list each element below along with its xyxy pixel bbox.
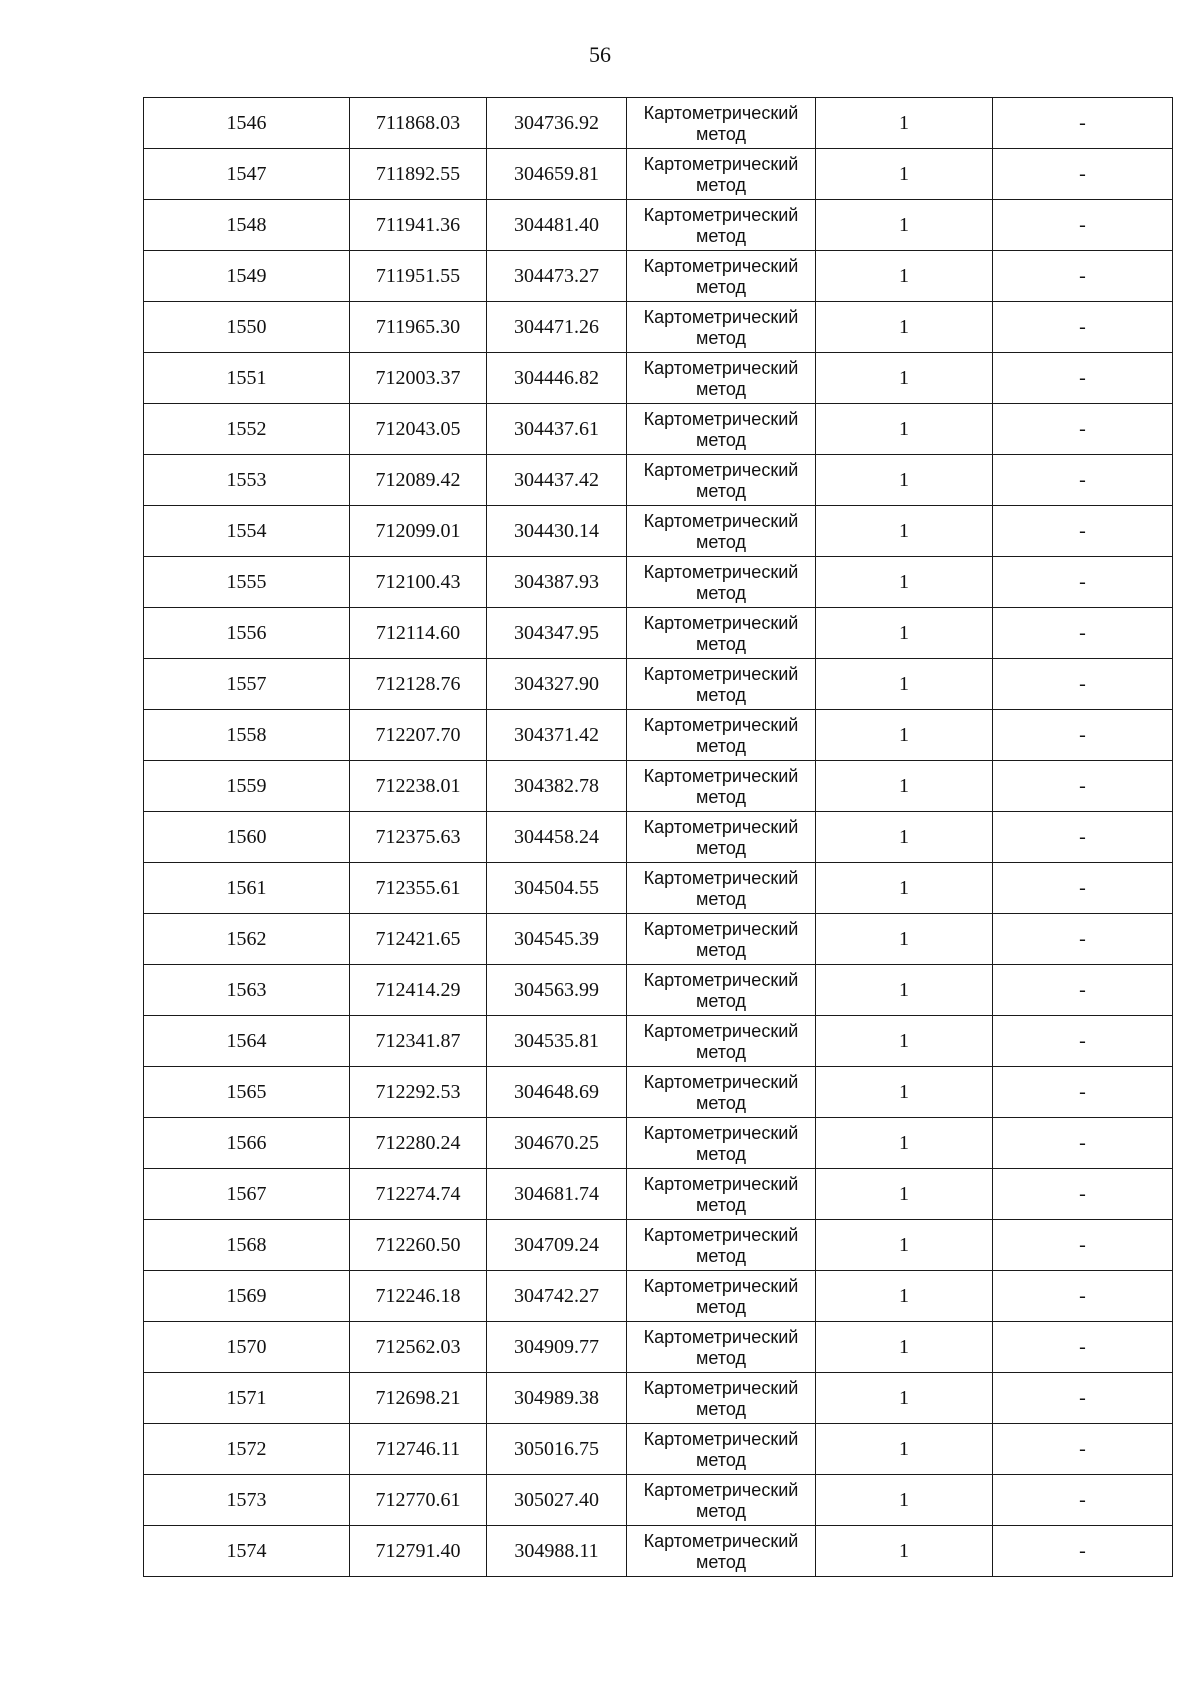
table-row: [144, 557, 1173, 608]
x-coordinate-cell: 712207.70: [350, 710, 487, 761]
point-number-cell: 1551: [144, 353, 350, 404]
accuracy-cell: 1: [816, 1526, 993, 1577]
y-coordinate-cell: 304327.90: [487, 659, 627, 710]
y-coordinate-cell: 304909.77: [487, 1322, 627, 1373]
y-coordinate-cell: 304471.26: [487, 302, 627, 353]
method-label-line-2: метод: [696, 736, 746, 756]
point-number-cell: 1564: [144, 1016, 350, 1067]
method-label-line-1: Картометрический: [643, 562, 799, 582]
method-label-line-1: Картометрический: [643, 1327, 799, 1347]
method-cell: [627, 863, 816, 914]
method-label-line-2: метод: [696, 1552, 746, 1572]
y-coordinate-cell: 304437.61: [487, 404, 627, 455]
accuracy-cell: 1: [816, 761, 993, 812]
method-label-line-2: метод: [696, 532, 746, 552]
method-label-line-2: метод: [696, 277, 746, 297]
point-number-cell: 1548: [144, 200, 350, 251]
x-coordinate-cell: 712246.18: [350, 1271, 487, 1322]
x-coordinate-cell: 712260.50: [350, 1220, 487, 1271]
table-row: [144, 506, 1173, 557]
y-coordinate-cell: 304430.14: [487, 506, 627, 557]
table-row: [144, 1067, 1173, 1118]
note-cell: -: [993, 863, 1173, 914]
method-label-line-1: Картометрический: [643, 970, 799, 990]
x-coordinate-cell: 712003.37: [350, 353, 487, 404]
accuracy-cell: 1: [816, 863, 993, 914]
accuracy-cell: 1: [816, 200, 993, 251]
y-coordinate-cell: 304545.39: [487, 914, 627, 965]
note-cell: -: [993, 710, 1173, 761]
table-row: [144, 863, 1173, 914]
point-number-cell: 1546: [144, 98, 350, 149]
table-row: [144, 302, 1173, 353]
note-cell: -: [993, 98, 1173, 149]
method-label-line-2: метод: [696, 1093, 746, 1113]
x-coordinate-cell: 711965.30: [350, 302, 487, 353]
method-cell: [627, 1220, 816, 1271]
note-cell: -: [993, 1475, 1173, 1526]
accuracy-cell: 1: [816, 149, 993, 200]
method-label-line-2: метод: [696, 328, 746, 348]
method-label-line-1: Картометрический: [643, 766, 799, 786]
method-label-line-2: метод: [696, 583, 746, 603]
method-label-line-1: Картометрический: [643, 868, 799, 888]
point-number-cell: 1553: [144, 455, 350, 506]
note-cell: -: [993, 1271, 1173, 1322]
method-cell: [627, 1526, 816, 1577]
method-label-line-1: Картометрический: [643, 715, 799, 735]
method-label-line-2: метод: [696, 787, 746, 807]
x-coordinate-cell: 712128.76: [350, 659, 487, 710]
table-row: [144, 1271, 1173, 1322]
table-row: [144, 353, 1173, 404]
method-label-line-2: метод: [696, 685, 746, 705]
accuracy-cell: 1: [816, 608, 993, 659]
point-number-cell: 1547: [144, 149, 350, 200]
y-coordinate-cell: 304742.27: [487, 1271, 627, 1322]
method-label-line-2: метод: [696, 175, 746, 195]
accuracy-cell: 1: [816, 965, 993, 1016]
x-coordinate-cell: 712114.60: [350, 608, 487, 659]
method-label-line-1: Картометрический: [643, 1072, 799, 1092]
table-row: [144, 251, 1173, 302]
method-cell: [627, 761, 816, 812]
method-cell: [627, 1169, 816, 1220]
method-cell: [627, 557, 816, 608]
method-label-line-2: метод: [696, 838, 746, 858]
method-label-line-1: Картометрический: [643, 817, 799, 837]
method-label-line-1: Картометрический: [643, 511, 799, 531]
accuracy-cell: 1: [816, 1373, 993, 1424]
x-coordinate-cell: 712562.03: [350, 1322, 487, 1373]
y-coordinate-cell: 304382.78: [487, 761, 627, 812]
method-label-line-1: Картометрический: [643, 409, 799, 429]
y-coordinate-cell: 305016.75: [487, 1424, 627, 1475]
accuracy-cell: 1: [816, 506, 993, 557]
point-number-cell: 1573: [144, 1475, 350, 1526]
table-row: [144, 1118, 1173, 1169]
method-cell: [627, 1016, 816, 1067]
point-number-cell: 1572: [144, 1424, 350, 1475]
note-cell: -: [993, 149, 1173, 200]
method-label-line-1: Картометрический: [643, 613, 799, 633]
table-row: [144, 455, 1173, 506]
x-coordinate-cell: 712100.43: [350, 557, 487, 608]
y-coordinate-cell: 304659.81: [487, 149, 627, 200]
point-number-cell: 1552: [144, 404, 350, 455]
y-coordinate-cell: 305027.40: [487, 1475, 627, 1526]
method-label-line-1: Картометрический: [643, 307, 799, 327]
method-label-line-2: метод: [696, 1246, 746, 1266]
note-cell: -: [993, 965, 1173, 1016]
note-cell: -: [993, 1118, 1173, 1169]
point-number-cell: 1568: [144, 1220, 350, 1271]
note-cell: -: [993, 1322, 1173, 1373]
accuracy-cell: 1: [816, 455, 993, 506]
table-row: [144, 914, 1173, 965]
method-label-line-2: метод: [696, 634, 746, 654]
note-cell: -: [993, 914, 1173, 965]
method-label-line-1: Картометрический: [643, 1480, 799, 1500]
y-coordinate-cell: 304989.38: [487, 1373, 627, 1424]
y-coordinate-cell: 304709.24: [487, 1220, 627, 1271]
method-cell: [627, 965, 816, 1016]
y-coordinate-cell: 304347.95: [487, 608, 627, 659]
accuracy-cell: 1: [816, 659, 993, 710]
y-coordinate-cell: 304988.11: [487, 1526, 627, 1577]
note-cell: -: [993, 1016, 1173, 1067]
x-coordinate-cell: 712791.40: [350, 1526, 487, 1577]
method-cell: [627, 914, 816, 965]
table-row: [144, 1475, 1173, 1526]
method-label-line-1: Картометрический: [643, 664, 799, 684]
note-cell: -: [993, 200, 1173, 251]
x-coordinate-cell: 712274.74: [350, 1169, 487, 1220]
method-label-line-2: метод: [696, 940, 746, 960]
accuracy-cell: 1: [816, 557, 993, 608]
method-label-line-1: Картометрический: [643, 1429, 799, 1449]
note-cell: -: [993, 761, 1173, 812]
x-coordinate-cell: 712770.61: [350, 1475, 487, 1526]
method-label-line-2: метод: [696, 1042, 746, 1062]
method-cell: [627, 1475, 816, 1526]
point-number-cell: 1558: [144, 710, 350, 761]
accuracy-cell: 1: [816, 98, 993, 149]
accuracy-cell: 1: [816, 1322, 993, 1373]
method-cell: [627, 608, 816, 659]
note-cell: -: [993, 659, 1173, 710]
point-number-cell: 1555: [144, 557, 350, 608]
note-cell: -: [993, 455, 1173, 506]
accuracy-cell: 1: [816, 1067, 993, 1118]
method-cell: [627, 659, 816, 710]
y-coordinate-cell: 304504.55: [487, 863, 627, 914]
point-number-cell: 1556: [144, 608, 350, 659]
method-label-line-1: Картометрический: [643, 1174, 799, 1194]
accuracy-cell: 1: [816, 914, 993, 965]
point-number-cell: 1563: [144, 965, 350, 1016]
method-label-line-1: Картометрический: [643, 256, 799, 276]
x-coordinate-cell: 711951.55: [350, 251, 487, 302]
x-coordinate-cell: 712043.05: [350, 404, 487, 455]
y-coordinate-cell: 304387.93: [487, 557, 627, 608]
note-cell: -: [993, 1067, 1173, 1118]
method-label-line-1: Картометрический: [643, 103, 799, 123]
accuracy-cell: 1: [816, 251, 993, 302]
y-coordinate-cell: 304458.24: [487, 812, 627, 863]
note-cell: -: [993, 251, 1173, 302]
method-label-line-2: метод: [696, 889, 746, 909]
x-coordinate-cell: 712238.01: [350, 761, 487, 812]
y-coordinate-cell: 304681.74: [487, 1169, 627, 1220]
x-coordinate-cell: 712089.42: [350, 455, 487, 506]
x-coordinate-cell: 712414.29: [350, 965, 487, 1016]
y-coordinate-cell: 304371.42: [487, 710, 627, 761]
point-number-cell: 1554: [144, 506, 350, 557]
note-cell: -: [993, 302, 1173, 353]
accuracy-cell: 1: [816, 1118, 993, 1169]
method-cell: [627, 1322, 816, 1373]
table-row: [144, 1169, 1173, 1220]
y-coordinate-cell: 304437.42: [487, 455, 627, 506]
point-number-cell: 1561: [144, 863, 350, 914]
method-cell: [627, 1424, 816, 1475]
method-cell: [627, 149, 816, 200]
method-cell: [627, 710, 816, 761]
method-label-line-2: метод: [696, 1348, 746, 1368]
point-number-cell: 1562: [144, 914, 350, 965]
table-row: [144, 761, 1173, 812]
method-cell: [627, 98, 816, 149]
note-cell: -: [993, 557, 1173, 608]
method-label-line-2: метод: [696, 124, 746, 144]
point-number-cell: 1569: [144, 1271, 350, 1322]
page-number: 56: [589, 42, 611, 67]
method-label-line-2: метод: [696, 430, 746, 450]
table-row: [144, 1220, 1173, 1271]
method-cell: [627, 455, 816, 506]
method-cell: [627, 506, 816, 557]
y-coordinate-cell: 304648.69: [487, 1067, 627, 1118]
table-row: [144, 812, 1173, 863]
point-number-cell: 1566: [144, 1118, 350, 1169]
method-label-line-1: Картометрический: [643, 358, 799, 378]
table-row: [144, 1424, 1173, 1475]
method-cell: [627, 251, 816, 302]
note-cell: -: [993, 1424, 1173, 1475]
note-cell: -: [993, 506, 1173, 557]
note-cell: -: [993, 608, 1173, 659]
x-coordinate-cell: 712292.53: [350, 1067, 487, 1118]
method-label-line-1: Картометрический: [643, 1378, 799, 1398]
method-label-line-1: Картометрический: [643, 1123, 799, 1143]
point-number-cell: 1570: [144, 1322, 350, 1373]
accuracy-cell: 1: [816, 1475, 993, 1526]
note-cell: -: [993, 1169, 1173, 1220]
x-coordinate-cell: 712746.11: [350, 1424, 487, 1475]
method-cell: [627, 302, 816, 353]
method-cell: [627, 1373, 816, 1424]
table-row: [144, 965, 1173, 1016]
point-number-cell: 1550: [144, 302, 350, 353]
x-coordinate-cell: 712280.24: [350, 1118, 487, 1169]
method-label-line-1: Картометрический: [643, 1021, 799, 1041]
table-row: [144, 1322, 1173, 1373]
table-row: [144, 404, 1173, 455]
accuracy-cell: 1: [816, 1271, 993, 1322]
table-row: [144, 1373, 1173, 1424]
point-number-cell: 1571: [144, 1373, 350, 1424]
note-cell: -: [993, 1373, 1173, 1424]
method-cell: [627, 1118, 816, 1169]
method-label-line-1: Картометрический: [643, 205, 799, 225]
method-cell: [627, 353, 816, 404]
table-row: [144, 1016, 1173, 1067]
x-coordinate-cell: 712375.63: [350, 812, 487, 863]
x-coordinate-cell: 711892.55: [350, 149, 487, 200]
y-coordinate-cell: 304481.40: [487, 200, 627, 251]
method-label-line-2: метод: [696, 1399, 746, 1419]
accuracy-cell: 1: [816, 1169, 993, 1220]
accuracy-cell: 1: [816, 812, 993, 863]
accuracy-cell: 1: [816, 710, 993, 761]
method-label-line-2: метод: [696, 1144, 746, 1164]
method-label-line-2: метод: [696, 226, 746, 246]
x-coordinate-cell: 712341.87: [350, 1016, 487, 1067]
point-number-cell: 1565: [144, 1067, 350, 1118]
method-label-line-1: Картометрический: [643, 1225, 799, 1245]
table-row: [144, 608, 1173, 659]
coordinates-table: [143, 97, 1173, 1577]
method-cell: [627, 812, 816, 863]
note-cell: -: [993, 1526, 1173, 1577]
point-number-cell: 1549: [144, 251, 350, 302]
y-coordinate-cell: 304473.27: [487, 251, 627, 302]
y-coordinate-cell: 304563.99: [487, 965, 627, 1016]
table-row: [144, 98, 1173, 149]
point-number-cell: 1559: [144, 761, 350, 812]
point-number-cell: 1557: [144, 659, 350, 710]
accuracy-cell: 1: [816, 353, 993, 404]
x-coordinate-cell: 712099.01: [350, 506, 487, 557]
method-label-line-1: Картометрический: [643, 460, 799, 480]
y-coordinate-cell: 304535.81: [487, 1016, 627, 1067]
method-label-line-1: Картометрический: [643, 919, 799, 939]
y-coordinate-cell: 304736.92: [487, 98, 627, 149]
coordinates-table-body: [144, 98, 1173, 1577]
note-cell: -: [993, 353, 1173, 404]
method-cell: [627, 200, 816, 251]
method-cell: [627, 1067, 816, 1118]
y-coordinate-cell: 304670.25: [487, 1118, 627, 1169]
x-coordinate-cell: 711868.03: [350, 98, 487, 149]
x-coordinate-cell: 712421.65: [350, 914, 487, 965]
method-label-line-2: метод: [696, 991, 746, 1011]
accuracy-cell: 1: [816, 1016, 993, 1067]
note-cell: -: [993, 812, 1173, 863]
method-label-line-1: Картометрический: [643, 1531, 799, 1551]
method-cell: [627, 404, 816, 455]
accuracy-cell: 1: [816, 302, 993, 353]
point-number-cell: 1574: [144, 1526, 350, 1577]
method-label-line-2: метод: [696, 1450, 746, 1470]
method-cell: [627, 1271, 816, 1322]
accuracy-cell: 1: [816, 404, 993, 455]
method-label-line-2: метод: [696, 379, 746, 399]
method-label-line-2: метод: [696, 1195, 746, 1215]
x-coordinate-cell: 712355.61: [350, 863, 487, 914]
table-row: [144, 710, 1173, 761]
x-coordinate-cell: 712698.21: [350, 1373, 487, 1424]
note-cell: -: [993, 1220, 1173, 1271]
method-label-line-2: метод: [696, 1501, 746, 1521]
method-label-line-1: Картометрический: [643, 1276, 799, 1296]
y-coordinate-cell: 304446.82: [487, 353, 627, 404]
method-label-line-1: Картометрический: [643, 154, 799, 174]
accuracy-cell: 1: [816, 1220, 993, 1271]
accuracy-cell: 1: [816, 1424, 993, 1475]
method-label-line-2: метод: [696, 481, 746, 501]
table-row: [144, 200, 1173, 251]
note-cell: -: [993, 404, 1173, 455]
point-number-cell: 1560: [144, 812, 350, 863]
table-row: [144, 1526, 1173, 1577]
point-number-cell: 1567: [144, 1169, 350, 1220]
method-label-line-2: метод: [696, 1297, 746, 1317]
x-coordinate-cell: 711941.36: [350, 200, 487, 251]
table-row: [144, 149, 1173, 200]
table-row: [144, 659, 1173, 710]
